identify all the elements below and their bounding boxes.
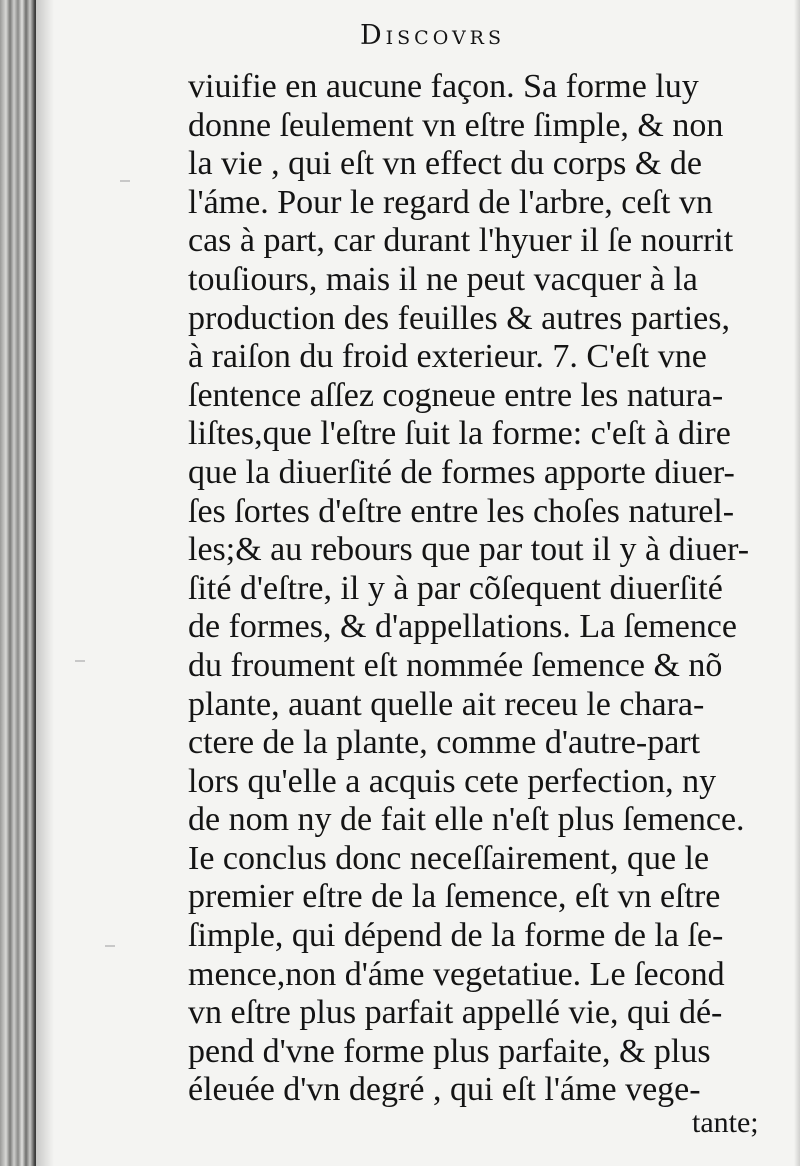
- text-line: de formes, & d'appellations. La ſemence: [188, 608, 737, 646]
- text-line: donne ſeulement vn eſtre ſimple, & non: [188, 106, 724, 144]
- text-line: la vie , qui eſt vn effect du corps & de: [188, 145, 702, 183]
- margin-mark: [75, 660, 85, 662]
- text-line: ſentence aſſez cogneue entre les natura-: [188, 376, 724, 414]
- margin-mark: [120, 180, 130, 182]
- text-line: ſes ſortes d'eſtre entre les choſes naturel-: [188, 492, 735, 530]
- gutter-shadow: [36, 0, 54, 1166]
- text-line: éleuée d'vn degré , qui eſt l'áme vege-: [188, 1071, 701, 1109]
- margin-mark: [105, 945, 115, 947]
- book-binding-edge: [0, 0, 36, 1166]
- text-line: ſité d'eſtre, il y à par cõſequent diuerſité: [188, 569, 723, 607]
- text-line: Ie conclus donc neceſſairement, que le: [188, 839, 710, 877]
- text-line: premier eſtre de la ſemence, eſt vn eſtre: [188, 878, 721, 916]
- running-title: Discovrs: [360, 20, 505, 51]
- text-line: vn eſtre plus parfait appellé vie, qui dé-: [188, 994, 723, 1032]
- page-right-edge: [794, 0, 800, 1166]
- text-line: mence,non d'áme vegetatiue. Le ſecond: [188, 955, 725, 993]
- text-line: cas à part, car durant l'hyuer il ſe nourrit: [188, 222, 734, 260]
- catchword: tante;: [692, 1106, 759, 1139]
- text-line: plante, auant quelle ait receu le chara-: [188, 685, 705, 723]
- text-line: du froument eſt nommée ſemence & nõ: [188, 646, 723, 684]
- text-line: production des feuilles & autres parties,: [188, 299, 730, 337]
- text-line: à raiſon du froid exterieur. 7. C'eſt vne: [188, 338, 707, 376]
- text-line: pend d'vne forme plus parfaite, & plus: [188, 1032, 711, 1070]
- text-line: ctere de la plante, comme d'autre-part: [188, 724, 701, 762]
- text-line: viuifie en aucune façon. Sa forme luy: [188, 68, 699, 105]
- text-line: l'áme. Pour le regard de l'arbre, ceſt vn: [188, 183, 713, 221]
- text-line: touſiours, mais il ne peut vacquer à la: [188, 260, 698, 298]
- text-line: ſimple, qui dépend de la forme de la ſe-: [188, 917, 724, 955]
- body-text: [188, 68, 773, 1110]
- text-line: les;& au rebours que par tout il y à diuer-: [188, 531, 750, 569]
- text-line: de nom ny de fait elle n'eſt plus ſemence.: [188, 801, 745, 839]
- text-line: liſtes,que l'eſtre ſuit la forme: c'eſt à dire: [188, 415, 731, 453]
- text-line: que la diuerſité de formes apporte diuer-: [188, 453, 735, 491]
- text-line: lors qu'elle a acquis cete perfection, ny: [188, 762, 717, 800]
